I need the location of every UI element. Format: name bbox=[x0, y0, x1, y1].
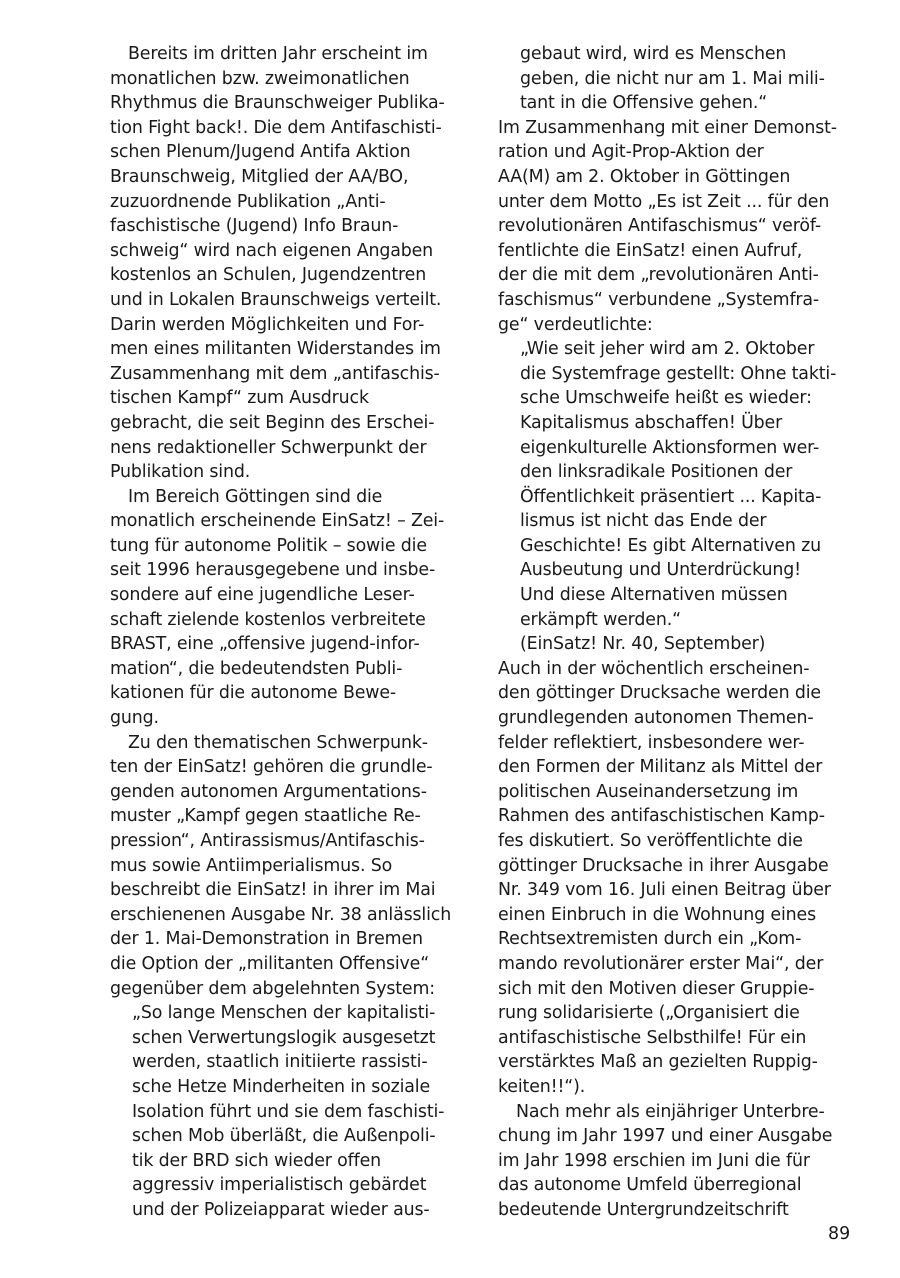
text-line: und der Polizeiapparat wieder aus- bbox=[132, 1199, 430, 1220]
text-line: mus sowie Antiimperialismus. So bbox=[110, 855, 393, 876]
text-line: Zusammenhang mit dem „antifaschis- bbox=[110, 363, 440, 384]
text-line: göttinger Drucksache in ihrer Ausgabe bbox=[498, 855, 829, 876]
text-line: geben, die nicht nur am 1. Mai mili- bbox=[520, 68, 825, 89]
text-line: ten der EinSatz! gehören die grundle- bbox=[110, 757, 433, 778]
text-line: erkämpft werden.“ bbox=[520, 609, 681, 630]
text-line: Braunschweig, Mitglied der AA/BO, bbox=[110, 166, 409, 187]
text-line: Im Bereich Göttingen sind die bbox=[128, 486, 383, 507]
text-line: erschienenen Ausgabe Nr. 38 anlässlich bbox=[110, 904, 452, 925]
text-line: felder reflektiert, insbesondere wer- bbox=[498, 732, 805, 753]
text-line: schweig“ wird nach eigenen Angaben bbox=[110, 240, 434, 261]
text-line: kationen für die autonome Bewe- bbox=[110, 683, 397, 704]
text-line: der 1. Mai-Demonstration in Bremen bbox=[110, 929, 423, 950]
text-line: revolutionären Antifaschismus“ veröf- bbox=[498, 216, 821, 237]
text-line: keiten!!“). bbox=[498, 1076, 586, 1097]
text-line: Kapitalismus abschaffen! Über bbox=[520, 412, 783, 433]
text-line: verstärktes Maß an gezielten Ruppig- bbox=[498, 1052, 818, 1073]
text-line: und in Lokalen Braunschweigs verteilt. bbox=[110, 289, 442, 310]
text-line: Rechtsextremisten durch ein „Kom- bbox=[498, 929, 802, 950]
text-line: tik der BRD sich wieder offen bbox=[132, 1150, 382, 1171]
text-line: Bereits im dritten Jahr erscheint im bbox=[128, 44, 428, 64]
text-line: werden, staatlich initiierte rassisti- bbox=[132, 1052, 428, 1073]
text-line: AA(M) am 2. Oktober in Göttingen bbox=[498, 166, 791, 187]
text-line: Nach mehr als einjähriger Unterbre- bbox=[516, 1101, 825, 1122]
text-line: men eines militanten Widerstandes im bbox=[110, 339, 441, 360]
text-line: zuzuordnende Publikation „Anti- bbox=[110, 191, 386, 212]
text-line: aggressiv imperialistisch gebärdet bbox=[132, 1175, 427, 1196]
text-line: Öffentlichkeit präsentiert ... Kapita- bbox=[520, 486, 822, 507]
text-line: antifaschistische Selbsthilfe! Für ein bbox=[498, 1027, 807, 1048]
text-line: Geschichte! Es gibt Alternativen zu bbox=[520, 535, 821, 556]
text-line: schen Mob überläßt, die Außenpoli- bbox=[132, 1126, 436, 1147]
text-line: monatlich erscheinende EinSatz! – Zei- bbox=[110, 511, 445, 532]
text-line: fes diskutiert. So veröffentlichte die bbox=[498, 831, 803, 851]
page-number: 89 bbox=[828, 1224, 851, 1244]
text-line: sondere auf eine jugendliche Leser- bbox=[110, 585, 415, 606]
text-line: gebaut wird, wird es Menschen bbox=[520, 44, 787, 64]
text-line: chung im Jahr 1997 und einer Ausgabe bbox=[498, 1126, 833, 1147]
text-line: schen Plenum/Jugend Antifa Aktion bbox=[110, 142, 411, 163]
text-line: sich mit den Motiven dieser Gruppie- bbox=[498, 978, 815, 999]
text-line: im Jahr 1998 erschien im Juni die für bbox=[498, 1150, 810, 1171]
text-line: mation“, die bedeutendsten Publi- bbox=[110, 658, 403, 679]
text-line: den göttinger Drucksache werden die bbox=[498, 683, 821, 704]
text-line: „Wie seit jeher wird am 2. Oktober bbox=[520, 339, 815, 360]
text-line: gegenüber dem abgelehnten System: bbox=[110, 978, 435, 999]
text-line: sche Hetze Minderheiten in soziale bbox=[132, 1076, 431, 1097]
text-line: sche Umschweife heißt es wieder: bbox=[520, 388, 812, 409]
text-line: gung. bbox=[110, 708, 159, 729]
text-line: monatlichen bzw. zweimonatlichen bbox=[110, 68, 410, 89]
text-line: unter dem Motto „Es ist Zeit ... für den bbox=[498, 191, 830, 212]
text-line: faschistische (Jugend) Info Braun- bbox=[110, 216, 399, 237]
text-line: gebracht, die seit Beginn des Erschei- bbox=[110, 412, 435, 433]
right-text-column bbox=[498, 42, 854, 1223]
text-line: den Formen der Militanz als Mittel der bbox=[498, 757, 823, 778]
text-line: tant in die Offensive gehen.“ bbox=[520, 93, 768, 114]
text-line: nens redaktioneller Schwerpunkt der bbox=[110, 437, 427, 458]
text-line: die Systemfrage gestellt: Ohne takti- bbox=[520, 363, 837, 384]
text-line: Zu den thematischen Schwerpunk- bbox=[128, 732, 428, 753]
text-line: bedeutende Untergrundzeitschrift bbox=[498, 1199, 789, 1220]
text-line: Nr. 349 vom 16. Juli einen Beitrag über bbox=[498, 880, 831, 901]
text-line: Isolation führt und sie dem faschisti- bbox=[132, 1101, 445, 1122]
text-line: grundlegenden autonomen Themen- bbox=[498, 708, 814, 729]
text-line: faschismus“ verbundene „Systemfra- bbox=[498, 289, 820, 310]
text-line: beschreibt die EinSatz! in ihrer im Mai bbox=[110, 880, 436, 901]
text-line: politischen Auseinandersetzung im bbox=[498, 781, 799, 802]
left-text-column bbox=[110, 42, 462, 1223]
text-line: Darin werden Möglichkeiten und For- bbox=[110, 314, 425, 335]
text-line: das autonome Umfeld überregional bbox=[498, 1175, 802, 1196]
text-line: pression“, Antirassismus/Antifaschis- bbox=[110, 831, 425, 851]
text-line: mando revolutionärer erster Mai“, der bbox=[498, 953, 824, 974]
text-line: eigenkulturelle Aktionsformen wer- bbox=[520, 437, 820, 458]
text-line: Publikation sind. bbox=[110, 462, 251, 483]
text-line: rung solidarisierte („Organisiert die bbox=[498, 1003, 800, 1024]
text-line: der die mit dem „revolutionären Anti- bbox=[498, 265, 819, 286]
text-line: Ausbeutung und Unterdrückung! bbox=[520, 560, 801, 581]
text-line: lismus ist nicht das Ende der bbox=[520, 511, 767, 532]
text-line: genden autonomen Argumentations- bbox=[110, 781, 427, 802]
text-line: Auch in der wöchentlich erscheinen- bbox=[498, 658, 810, 679]
text-line: kostenlos an Schulen, Jugendzentren bbox=[110, 265, 427, 286]
text-line: Rhythmus die Braunschweiger Publika- bbox=[110, 93, 445, 114]
text-line: einen Einbruch in die Wohnung eines bbox=[498, 904, 816, 925]
text-line: seit 1996 herausgegebene und insbe- bbox=[110, 560, 436, 581]
text-line: ration und Agit-Prop-Aktion der bbox=[498, 142, 764, 163]
text-line: Rahmen des antifaschistischen Kamp- bbox=[498, 806, 825, 827]
text-line: den linksradikale Positionen der bbox=[520, 462, 793, 483]
text-line: tion Fight back!. Die dem Antifaschisti- bbox=[110, 117, 442, 138]
text-line: tischen Kampf“ zum Ausdruck bbox=[110, 388, 369, 409]
text-line: tung für autonome Politik – sowie die bbox=[110, 535, 427, 556]
text-line: BRAST, eine „offensive jugend-infor- bbox=[110, 634, 420, 655]
text-line: die Option der „militanten Offensive“ bbox=[110, 953, 430, 974]
text-line: fentlichte die EinSatz! einen Aufruf, bbox=[498, 240, 803, 261]
text-line: schaft zielende kostenlos verbreitete bbox=[110, 609, 426, 630]
text-line: ge“ verdeutlichte: bbox=[498, 314, 653, 335]
text-line: Und diese Alternativen müssen bbox=[520, 585, 788, 606]
text-line: Im Zusammenhang mit einer Demonst- bbox=[498, 117, 837, 138]
text-line: muster „Kampf gegen staatliche Re- bbox=[110, 806, 421, 827]
text-line: (EinSatz! Nr. 40, September) bbox=[520, 634, 766, 655]
text-line: „So lange Menschen der kapitalisti- bbox=[132, 1003, 436, 1024]
text-line: schen Verwertungslogik ausgesetzt bbox=[132, 1027, 436, 1048]
